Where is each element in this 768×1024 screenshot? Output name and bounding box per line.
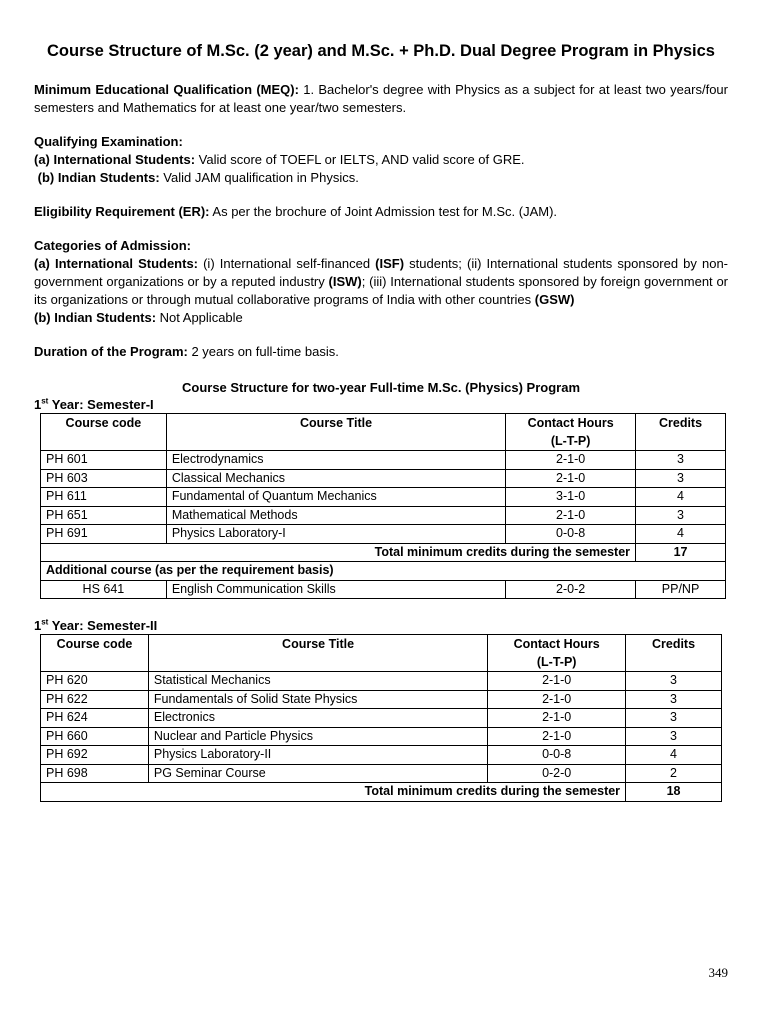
categories-isf: (ISF) — [375, 256, 405, 271]
course-code: PH 692 — [41, 746, 149, 765]
total-value: 17 — [636, 543, 726, 562]
course-code: PH 691 — [41, 525, 167, 544]
course-code: HS 641 — [41, 580, 167, 599]
credits: 3 — [626, 727, 722, 746]
contact-hours: 0-0-8 — [488, 746, 626, 765]
contact-hours: 2-1-0 — [506, 469, 636, 488]
credits: 3 — [636, 506, 726, 525]
document-page — [34, 40, 728, 802]
duration-text: 2 years on full-time basis. — [187, 344, 339, 359]
course-title: Electronics — [148, 709, 487, 728]
credits: PP/NP — [636, 580, 726, 599]
header-contact-hours: Contact Hours (L-T-P) — [506, 414, 636, 451]
qualifying-heading — [34, 133, 728, 151]
categories-heading-text: Categories of Admission: — [34, 238, 191, 253]
header-course-code: Course code — [41, 414, 167, 451]
duration-paragraph — [34, 343, 728, 361]
course-code: PH 624 — [41, 709, 149, 728]
contact-hours: 2-1-0 — [488, 709, 626, 728]
qualifying-a-label: (a) International Students: — [34, 152, 196, 167]
structure-title: Course Structure for two-year Full-time M.Sc. (Physics) Program — [181, 380, 581, 395]
qualifying-b-label: (b) Indian Students: — [34, 170, 160, 185]
credits: 4 — [626, 746, 722, 765]
table-row — [41, 764, 722, 783]
contact-hours: 3-1-0 — [506, 488, 636, 507]
duration-label: Duration of the Program: — [34, 344, 188, 359]
table-row — [41, 690, 722, 709]
course-title: Mathematical Methods — [166, 506, 505, 525]
table-header-row — [41, 635, 722, 672]
additional-course-heading-row — [41, 562, 726, 581]
table-row — [41, 727, 722, 746]
contact-hours: 0-0-8 — [506, 525, 636, 544]
sem1-sup: st — [41, 396, 49, 406]
table-row — [41, 469, 726, 488]
header-course-title: Course Title — [148, 635, 487, 672]
header-course-code: Course code — [41, 635, 149, 672]
semester-1-table — [40, 413, 726, 599]
course-code: PH 601 — [41, 451, 167, 470]
table-row — [41, 672, 722, 691]
sem1-suffix: Year: Semester-I — [48, 397, 154, 412]
contact-hours: 2-1-0 — [488, 672, 626, 691]
semester-2-table — [40, 634, 722, 802]
categories-a-text-2: students; (ii) International students sponsored by non-government organizations or by a reputed industry — [34, 256, 729, 289]
header-course-title: Course Title — [166, 414, 505, 451]
sem1-prefix: 1 — [34, 397, 42, 412]
categories-a — [34, 255, 728, 309]
header-contact-hours: Contact Hours (L-T-P) — [488, 635, 626, 672]
course-title: Nuclear and Particle Physics — [148, 727, 487, 746]
total-label: Total minimum credits during the semester — [41, 783, 626, 802]
meq-text: 1. Bachelor's degree with Physics as a subject for at least two years/four semesters and Mathematics for at least one year/two semesters. — [34, 82, 728, 115]
meq-paragraph — [34, 81, 728, 117]
contact-hours: 2-1-0 — [506, 506, 636, 525]
credits: 2 — [626, 764, 722, 783]
course-code: PH 620 — [41, 672, 149, 691]
semester-1-heading — [34, 396, 728, 413]
total-label: Total minimum credits during the semester — [41, 543, 636, 562]
categories-isw: (ISW) — [328, 274, 362, 289]
contact-hours: 2-1-0 — [488, 727, 626, 746]
course-title: Physics Laboratory-II — [148, 746, 487, 765]
course-code: PH 651 — [41, 506, 167, 525]
qualifying-heading-text: Qualifying Examination: — [34, 134, 183, 149]
sem2-suffix: Year: Semester-II — [48, 618, 158, 633]
course-title: English Communication Skills — [166, 580, 505, 599]
header-credits: Credits — [626, 635, 722, 672]
credits: 3 — [626, 672, 722, 691]
contact-hours: 2-0-2 — [506, 580, 636, 599]
document-title: Course Structure of M.Sc. (2 year) and M.Sc. + Ph.D. Dual Degree Program in Physics — [47, 42, 715, 60]
credits: 4 — [636, 525, 726, 544]
meq-label: Minimum Educational Qualification (MEQ): — [34, 82, 299, 97]
categories-b-text: Not Applicable — [156, 310, 243, 325]
additional-course-label: Additional course (as per the requirement basis) — [41, 562, 726, 581]
categories-a-label: (a) International Students: — [34, 256, 199, 271]
sem2-prefix: 1 — [34, 618, 42, 633]
semester-2-heading — [34, 617, 728, 634]
course-title: Electrodynamics — [166, 451, 505, 470]
categories-b — [34, 309, 728, 327]
credits: 3 — [626, 709, 722, 728]
categories-a-text-3: ; (iii) International students sponsored by foreign government or its organizations or through mutual collaborative programs of India with other countries — [34, 274, 729, 307]
course-code: PH 698 — [41, 764, 149, 783]
total-value: 18 — [626, 783, 722, 802]
categories-heading — [34, 237, 728, 255]
contact-hours: 2-1-0 — [488, 690, 626, 709]
table-row — [41, 506, 726, 525]
course-code: PH 660 — [41, 727, 149, 746]
qualifying-b — [34, 169, 728, 187]
course-title: Statistical Mechanics — [148, 672, 487, 691]
table-row — [41, 488, 726, 507]
course-code: PH 622 — [41, 690, 149, 709]
course-code: PH 603 — [41, 469, 167, 488]
course-title: Classical Mechanics — [166, 469, 505, 488]
qualifying-b-text: Valid JAM qualification in Physics. — [159, 170, 359, 185]
course-title: PG Seminar Course — [148, 764, 487, 783]
eligibility-text: As per the brochure of Joint Admission test for M.Sc. (JAM). — [209, 204, 558, 219]
course-title: Fundamentals of Solid State Physics — [148, 690, 487, 709]
table-row — [41, 525, 726, 544]
total-row — [41, 543, 726, 562]
eligibility-paragraph — [34, 203, 728, 221]
credits: 3 — [636, 451, 726, 470]
contact-hours: 2-1-0 — [506, 451, 636, 470]
course-title: Fundamental of Quantum Mechanics — [166, 488, 505, 507]
credits: 4 — [636, 488, 726, 507]
sem2-sup: st — [41, 617, 49, 627]
credits: 3 — [636, 469, 726, 488]
table-row — [41, 746, 722, 765]
categories-b-label: (b) Indian Students: — [34, 310, 157, 325]
header-credits: Credits — [636, 414, 726, 451]
categories-a-text-1: (i) International self-financed — [198, 256, 376, 271]
table-header-row — [41, 414, 726, 451]
qualifying-a — [34, 151, 728, 169]
table-row — [41, 709, 722, 728]
table-row — [41, 580, 726, 599]
credits: 3 — [626, 690, 722, 709]
table-row — [41, 451, 726, 470]
eligibility-label: Eligibility Requirement (ER): — [34, 204, 210, 219]
total-row — [41, 783, 722, 802]
course-code: PH 611 — [41, 488, 167, 507]
categories-gsw: (GSW) — [534, 292, 575, 307]
qualifying-a-text: Valid score of TOEFL or IELTS, AND valid score of GRE. — [195, 152, 525, 167]
page-number: 349 — [708, 965, 728, 980]
course-title: Physics Laboratory-I — [166, 525, 505, 544]
contact-hours: 0-2-0 — [488, 764, 626, 783]
